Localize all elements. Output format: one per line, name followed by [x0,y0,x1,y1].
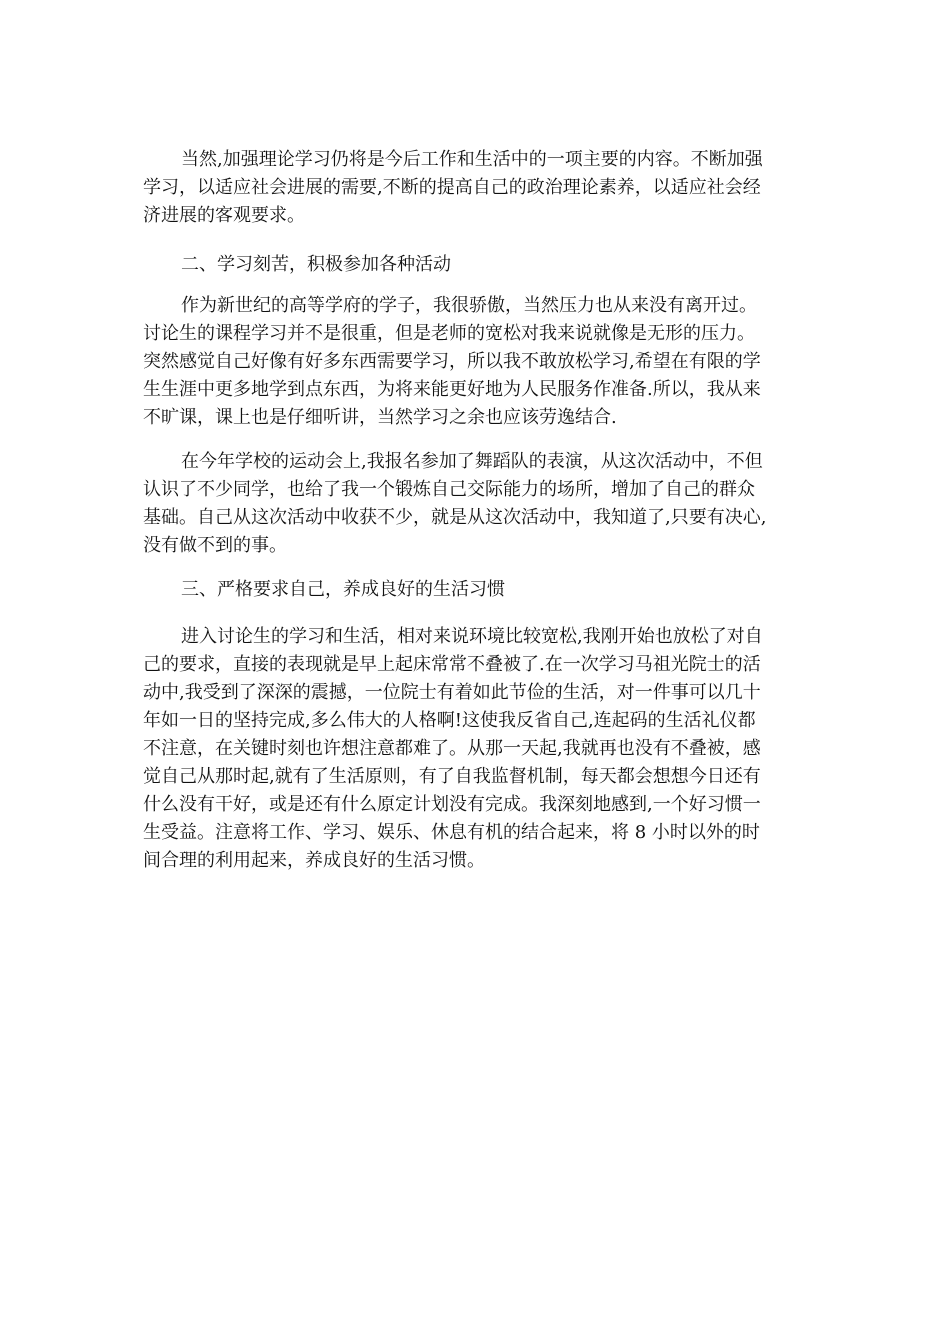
paragraph-line: 不注意，在关键时刻也许想注意都难了。从那一天起,我就再也没有不叠被，感 [143,738,761,759]
paragraph-line: 没有做不到的事。 [143,535,287,556]
paragraph-line: 生受益。注意将工作、学习、娱乐、休息有机的结合起来，将 8 小时以外的时 [143,822,760,843]
paragraph-line: 认识了不少同学，也给了我一个锻炼自己交际能力的场所，增加了自己的群众 [143,479,755,500]
paragraph-line: 突然感觉自己好像有好多东西需要学习，所以我不敢放松学习,希望在有限的学 [143,351,761,372]
paragraph-line: 学习，以适应社会进展的需要,不断的提高自己的政治理论素养，以适应社会经 [143,177,761,198]
paragraph-line: 不旷课，课上也是仔细听讲，当然学习之余也应该劳逸结合. [143,407,617,428]
paragraph-line: 进入讨论生的学习和生活，相对来说环境比较宽松,我刚开始也放松了对自 [181,626,763,647]
paragraph-line: 年如一日的坚持完成,多么伟大的人格啊!这使我反省自己,连起码的生活礼仪都 [143,710,756,731]
paragraph-good-habits [143,623,825,875]
paragraph-sports-meet [143,448,825,560]
paragraph-line: 济进展的客观要求。 [143,205,305,226]
paragraph-line: 作为新世纪的高等学府的学子，我很骄傲，当然压力也从来没有离开过。 [181,295,757,316]
section-heading-study-activities [143,251,825,279]
paragraph-line: 当然,加强理论学习仍将是今后工作和生活中的一项主要的内容。不断加强 [181,149,763,170]
paragraph-line: 动中,我受到了深深的震撼，一位院士有着如此节俭的生活，对一件事可以几十 [143,682,761,703]
section-heading: 三、严格要求自己，养成良好的生活习惯 [181,579,505,600]
paragraph-university-study [143,292,825,432]
paragraph-line: 什么没有干好，或是还有什么原定计划没有完成。我深刻地感到,一个好习惯一 [143,794,761,815]
section-heading: 二、学习刻苦，积极参加各种活动 [181,254,451,275]
paragraph-line: 生生涯中更多地学到点东西，为将来能更好地为人民服务作准备.所以，我从来 [143,379,761,400]
paragraph-theory-study [143,146,825,230]
paragraph-line: 觉自己从那时起,就有了生活原则，有了自我监督机制，每天都会想想今日还有 [143,766,761,787]
paragraph-line: 间合理的利用起来，养成良好的生活习惯。 [143,850,485,871]
section-heading-living-habits [143,576,825,604]
paragraph-line: 基础。自己从这次活动中收获不少，就是从这次活动中，我知道了,只要有决心, [143,507,767,528]
paragraph-line: 在今年学校的运动会上,我报名参加了舞蹈队的表演，从这次活动中，不但 [181,451,763,472]
paragraph-line: 己的要求，直接的表现就是早上起床常常不叠被了.在一次学习马祖光院士的活 [143,654,761,675]
paragraph-line: 讨论生的课程学习并不是很重，但是老师的宽松对我来说就像是无形的压力。 [143,323,755,344]
